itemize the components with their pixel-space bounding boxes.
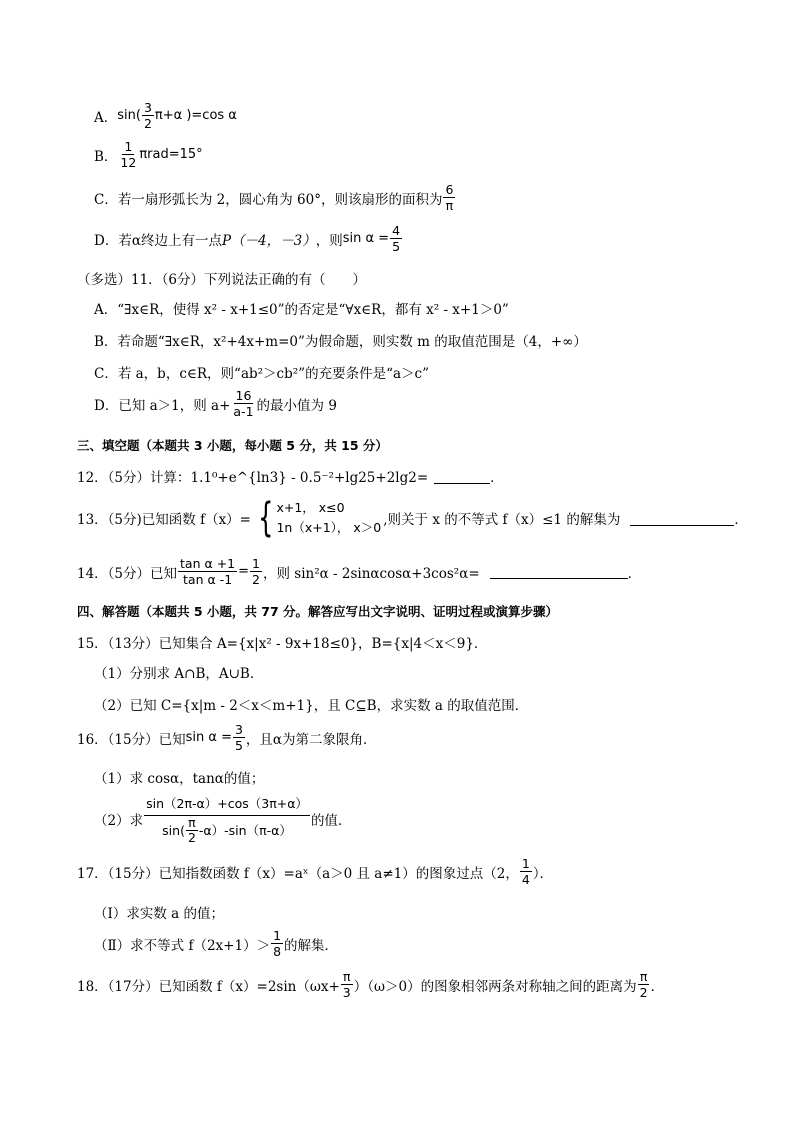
q15-part-1: （1）分别求 A∩B，A∪B．	[94, 666, 264, 682]
answer-blank	[434, 469, 490, 484]
q11-option-d: D． 已知 a＞1，则 a+ $\frac{16}{a-1}$ 的最小值为 9	[94, 388, 337, 419]
brace: {	[258, 495, 274, 541]
q10-option-d: D． 若α终边上有一点 P（－4，－3） ，则 sin α = $\frac{4}{5}$	[94, 223, 401, 254]
q15-stem: 15．（13分）已知集合 A={x|x² - 9x+18≤0}，B={x|4＜x＜9}．	[77, 636, 488, 652]
q11-stem: （多选）11．（6分）下列说法正确的有（ ）	[77, 272, 367, 288]
q16-stem: 16．（15分）已知 sin α = $\frac{3}{5}$ ，且α为第二象限角．	[77, 722, 377, 753]
section-heading: 三、填空题（本题共 3 小题，每小题 5 分，共 15 分）	[77, 438, 388, 453]
q18-stem: 18．（17分）已知函数 f（x）=2sin（ωx+ $\frac{\pi}{3}$ ）（ω＞0）的图象相邻两条对称轴之间的距离为 $\frac{\pi}{2}$ ．	[77, 969, 665, 1000]
fraction: $\frac{\pi}{3}$	[342, 969, 351, 1000]
q14: 14．（5分）已知 $\frac{\text{tan α +1}}{\text{tan α -1}}$ = $\frac{1}{2}$ ，则 sin²α - 2sinαcosα+3cos²α= ．	[77, 556, 642, 587]
q17-part-1: （Ⅰ）求实数 a 的值；	[94, 906, 224, 922]
fraction: sin（2π-α）+cos（3π+α） sin( $\frac{\pi}{2}$ -α）-sin（π-α）	[144, 793, 310, 845]
fraction: $\frac{\text{tan α +1}}{\text{tan α -1}}$	[180, 556, 236, 587]
q11-option-b: B． 若命题“∃x∈R，x²+4x+m=0”为假命题，则实数 m 的取值范围是（4，+∞）	[94, 334, 587, 350]
fraction: $\frac{6}{\pi}$	[445, 182, 454, 213]
fraction: $\frac{3}{5}$	[234, 722, 243, 753]
q17-part-2: （Ⅱ）求不等式 f（2x+1）＞ $\frac{1}{8}$ 的解集．	[94, 928, 339, 959]
fraction: $\frac{3}{2}$	[143, 100, 152, 131]
q12: 12．（5分）计算：1.1⁰+e^{ln3} - 0.5⁻²+lg25+2lg2= ．	[77, 470, 504, 486]
fraction: $\frac{16}{a-1}$	[233, 388, 254, 419]
fraction: $\frac{1}{4}$	[521, 856, 530, 887]
q13: 13．（5分)已知函数 f（x）= { x+1， x≤0 1n（x+1）， x＞0 ,则关于 x 的不等式 f（x）≤1 的解集为 ．	[77, 495, 748, 541]
piecewise-function: { x+1， x≤0 1n（x+1）， x＞0	[258, 495, 382, 541]
q16-part-2: （2）求 sin（2π-α）+cos（3π+α） sin( $\frac{\pi}{2}$ -α）-sin（π-α） 的值．	[94, 793, 351, 845]
q10-option-b: B． $\frac{1}{12}$ πrad=15°	[94, 139, 203, 170]
q10-option-a: A． sin( $\frac{3}{2}$ π+α )=cos α	[94, 100, 237, 131]
fraction: $\frac{\pi}{2}$	[187, 815, 196, 845]
fraction: $\frac{1}{2}$	[252, 556, 260, 587]
answer-blank	[490, 564, 628, 579]
q11-option-c: C． 若 a，b，c∈R，则“ab²＞cb²”的充要条件是“a＞c”	[94, 366, 429, 382]
q17-stem: 17．（15分）已知指数函数 f（x）=aˣ（a＞0 且 a≠1）的图象过点（2， $\frac{1}{4}$ ）．	[77, 856, 554, 887]
q10-option-c: C． 若一扇形弧长为 2，圆心角为 60°，则该扇形的面积为 $\frac{6}{\pi}$	[94, 182, 454, 213]
answer-blank	[630, 511, 734, 526]
q15-part-2: （2）已知 C={x|m - 2＜x＜m+1}，且 C⊆B，求实数 a 的取值范围．	[94, 698, 529, 714]
option-label: A．	[94, 109, 118, 126]
fraction: $\frac{1}{8}$	[273, 928, 282, 959]
fraction: $\frac{1}{12}$	[120, 139, 137, 170]
section-heading: 四、解答题（本题共 5 小题，共 77 分。解答应写出文字说明、证明过程或演算步骤）	[77, 604, 559, 619]
fraction: $\frac{4}{5}$	[392, 223, 401, 254]
q11-option-a: A． “∃x∈R，使得 x² - x+1≤0”的否定是“∀x∈R，都有 x² - x+1＞0”	[94, 302, 509, 318]
q16-part-1: （1）求 cosα，tanα的值；	[94, 771, 265, 787]
fraction: $\frac{\pi}{2}$	[639, 969, 648, 1000]
